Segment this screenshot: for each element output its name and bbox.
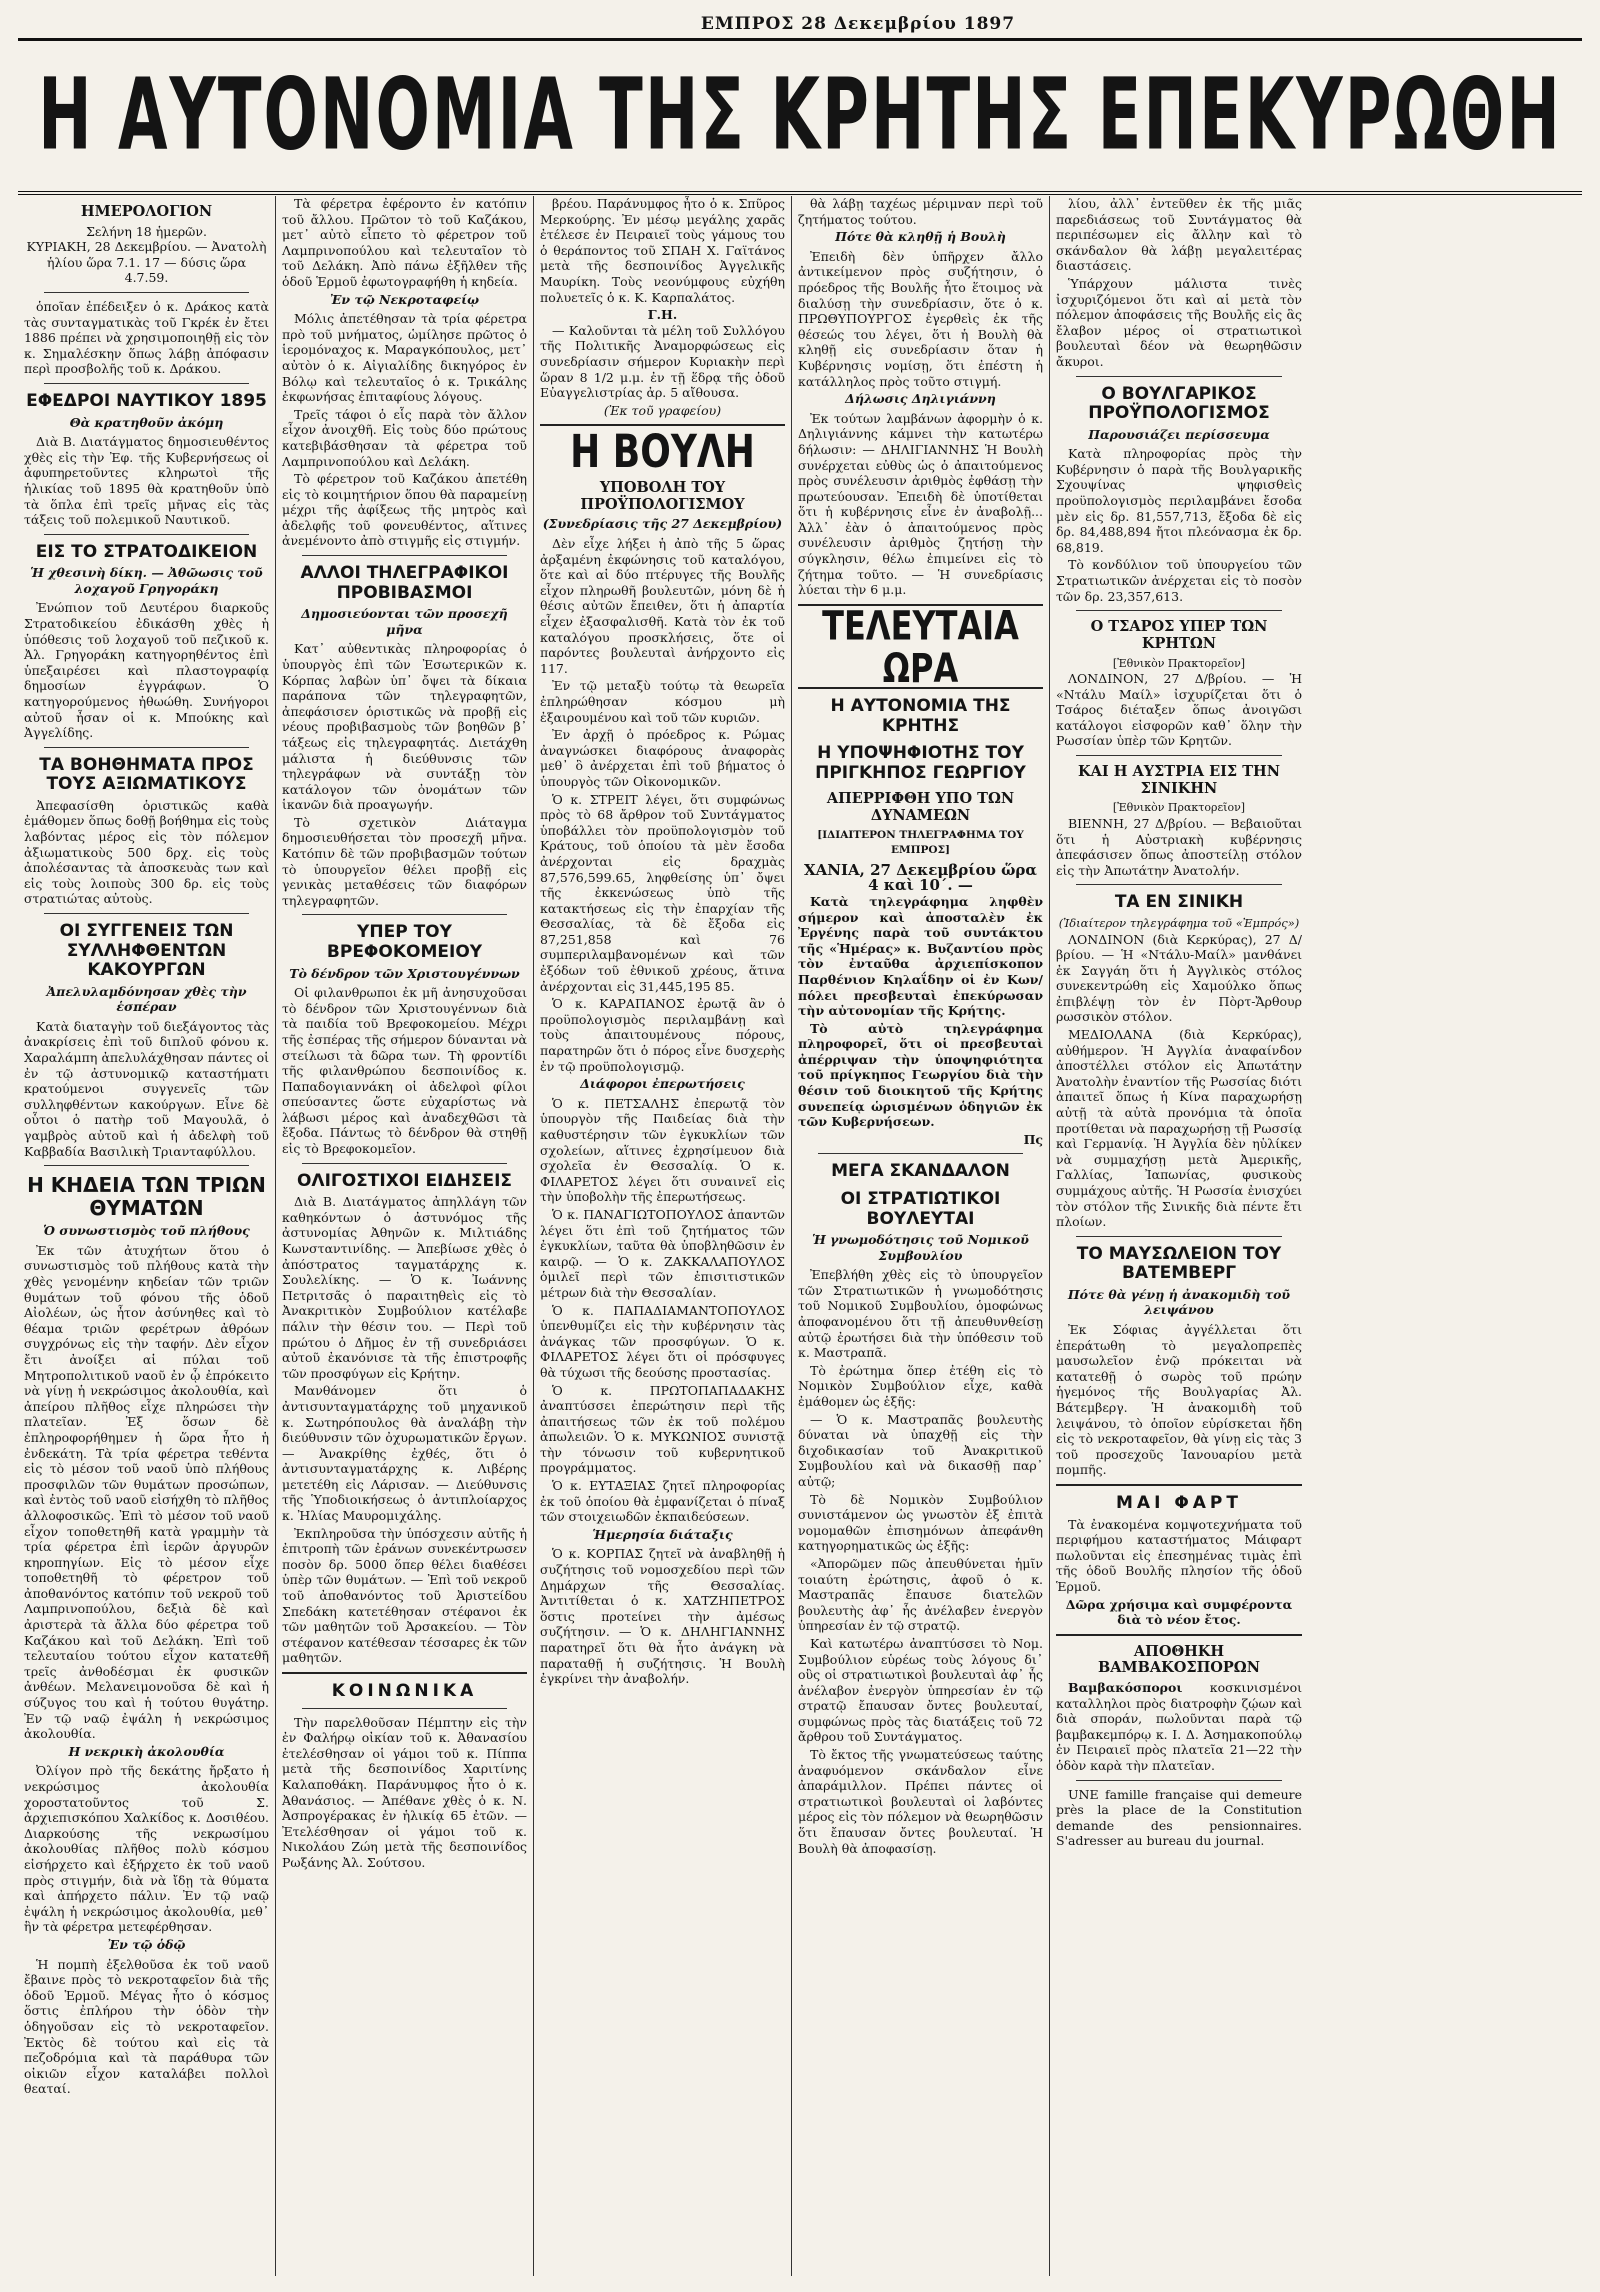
divider: [44, 913, 249, 914]
article-subheadline: Διάφοροι ἐπερωτήσεις: [580, 1076, 745, 1092]
calendar-line: Σελήνη 18 ἡμερῶν.: [86, 223, 207, 239]
article-subheadline: Παρουσιάζει περίσσευμα: [1088, 426, 1270, 442]
article-text: Ἐκ τούτων λαμβάνων ἀφορμὴν ὁ κ. Δηλιγιάννης κάμνει τὴν κατωτέρω δήλωσιν: — ΔΗΛΙΓΙΑΝΝΗΣ Ἡ Βουλὴ συνέρχεται εὐθὺς ὡς ὁ ἀπαιτούμενος πρὸς συνέλευσιν ἀριθμὸς ἐφθάσῃ τὴν πρωτεύουσαν. Ἐπειδὴ δὲ ὑποτίθεται ὅτι ἡ κυβέρνησις εἶνε ἐν ἀναβολῇ... Ἀλλ᾽ ἐὰν ὁ ἀπαιτούμενος πρὸς συνέλευσιν ἀριθμὸς ζητήσῃ τὴν σύγκλησιν, θέλω ἐπιμείνει εἰς τὸ ζήτημα τοῦτο. — Ἡ συνεδρίασις λύεται τὴν 6 μ.μ.: [798, 410, 1043, 598]
article-text: Τὸ κονδύλιον τοῦ ὑπουργείου τῶν Στρατιωτικῶν ἀνέρχεται εἰς τὸ ποσὸν τῶν δρ. 23,357,613.: [1056, 557, 1302, 604]
article-text: βρέου. Παράνυμφος ἦτο ὁ κ. Σπῦρος Μερκούρης. Ἐν μέσῳ μεγάλης χαρᾶς ἐτέλεσε ἐν Πειραιεῖ τοὺς γάμους του ὁ θεράποντος τοῦ ΣΠΑΗ Χ. Γαϊτάνος μετὰ τῆς δεσποινίδος Ἀγγελικῆς Μαυρίκη. Τοὺς νεονύμφους εὐχήθη πολυετεῖς ὁ κ. Κ. Καρπαλάτος.: [540, 196, 785, 305]
article-text: Ἐπειδὴ δὲν ὑπῆρχεν ἄλλο ἀντικείμενον πρὸς συζήτησιν, ὁ πρόεδρος τῆς Βουλῆς ἦτο ἕτοιμος νὰ διαλύσῃ τὴν συνεδρίασιν, ὅτε ὁ κ. ΠΡΩΘΥΠΟΥΡΓΟΣ ἐγερθεὶς ἐκ τῆς θέσεώς του λέγει, ὅτι ἡ Βουλὴ θὰ κληθῇ εἰς συνεδρίασιν ὅταν ἡ Κυβέρνησις νομίσῃ, ὅτι ἐπέστη ἡ κατάλληλος πρὸς τοῦτο στιγμή.: [798, 248, 1043, 389]
article-headline: ΤΑ ΕΝ ΣΙΝΙΚΗ: [1114, 892, 1244, 913]
article-text: Τὸ ἔκτος τῆς γνωματεύσεως ταύτης ἀναφυόμενον σκάνδαλον εἶνε ἀπαράμιλλον. Πρέπει πάντες οἱ στρατιωτικοὶ βουλευταὶ οἱ λαβόντες μέρος εἰς τὸν πόλεμον νὰ θεωρηθῶσιν ὅτι ἔπαυσαν ὄντες βουλευταί. Ἡ Βουλὴ θὰ ἀποφασίσῃ.: [798, 1747, 1043, 1856]
article-headline: ΤΑ ΒΟΗΘΗΜΑΤΑ ΠΡΟΣ ΤΟΥΣ ΑΞΙΩΜΑΤΙΚΟΥΣ: [39, 754, 254, 795]
article-text: Ὑπάρχουν μάλιστα τινὲς ἰσχυριζόμενοι ὅτι καὶ αἱ μετὰ τὸν πόλεμον ἀποφάσεις τῆς Βουλῆς εἰς ἃς ἔλαβον μέρος οἱ στρατιωτικοὶ βουλευταὶ δέον νὰ θεωρηθῶσιν ἄκυροι.: [1056, 275, 1302, 369]
advert-slogan: Δῶρα χρήσιμα καὶ συμφέροντα διὰ τὸ νέον ἔτος.: [1065, 1596, 1293, 1628]
divider: [44, 292, 249, 293]
signature: Γ.Η.: [647, 307, 678, 323]
article-text: Ἐκ Σόφιας ἀγγέλλεται ὅτι ἐπεράτωθη τὸ μεγαλοπρεπὲς μαυσωλεῖον ἐνῷ πρόκειται νὰ κατατεθῇ ὁ σωρὸς τοῦ πρώην ἡγεμόνος τῆς Βουλγαρίας Ἀλ. Βάτεμβεργ. Ἡ ἀνακομιδὴ τοῦ λειψάνου, τὸ ὁποῖον εὑρίσκεται ἤδη εἰς τὸ νεκροταφεῖον, θὰ γίνῃ εἰς τὰς 3 τοῦ προσεχοῦς Ἰανουαρίου μετὰ πομπῆς.: [1056, 1322, 1302, 1478]
article-headline: ΑΛΛΟΙ ΤΗΛΕΓΡΑΦΙΚΟΙ ΠΡΟΒΙΒΑΣΜΟΙ: [300, 563, 509, 603]
article-subheadline: Δήλωσις Δηλιγιάννη: [845, 391, 996, 407]
article-headline: ΥΠΟΒΟΛΗ ΤΟΥ ΠΡΟΫΠΟΛΟΓΙΣΜΟΥ: [580, 479, 745, 513]
article-text: Ὁ κ. ΣΤΡΕΙΤ λέγει, ὅτι συμφώνως πρὸς τὸ 68 ἄρθρον τοῦ Συντάγματος ὑποβάλλει τὸν προϋπολογισμὸν τοῦ Κράτους, τοῦ ὁποίου τὰ μὲν ἔσοδα ἀνέρχονται εἰς δραχμὰς 87,576,599.65, ληφθείσης ὑπ᾽ ὄψει τῆς ἐκκενώσεως ὑπὸ τῆς κατακτήσεως εἰς τὴν ἐπαρχίαν τῆς Θεσσαλίας, τὰ δὲ ἔξοδα εἰς 87,251,858 καὶ 76 συμπεριλαμβανομένων καὶ τῶν ἐξόδων τοῦ ἐθνικοῦ χρέους, ἅτινα ἀνέρχονται εἰς 31,445,195 85.: [540, 791, 785, 994]
article-text: Κατὰ πληροφορίας πρὸς τὴν Κυβέρνησιν ὁ παρὰ τῆς Βουλγαρικῆς Σχουψίνας ψηφισθεὶς προϋπολογισμὸς περιλαμβάνει ἔσοδα μὲν εἰς δρ. 81,557,713, ἔξοδα δὲ εἰς δρ. 84,488,894 ἤτοι πλεόνασμα ἐκ δρ. 68,819.: [1056, 446, 1302, 555]
article-subheadline: (Συνεδρίασις τῆς 27 Δεκεμβρίου): [542, 516, 783, 532]
section-headline-last-hour: ΤΕΛΕΥΤΑΙΑ ΩΡΑ: [822, 601, 1019, 692]
article-subheadline: Ἐν τῷ Νεκροταφείῳ: [329, 291, 480, 307]
article-headline: ΚΟΙΝΩΝΙΚΑ: [331, 1681, 478, 1702]
article-headline: ΤΟ ΜΑΥΣΩΛΕΙΟΝ ΤΟΥ ΒΑΤΕΜΒΕΡΓ: [1076, 1243, 1282, 1284]
article-text: Τὴν παρελθοῦσαν Πέμπτην εἰς τὴν ἐν Φαλήρῳ οἰκίαν τοῦ κ. Ἀθανασίου ἐτελέσθησαν οἱ γάμοι τοῦ κ. Πίππα μετὰ τῆς δεσποινίδος Χαριτίνης Καλαποθάκη. Παράνυμφος ἦτο ὁ κ. Ἀθανάσιος. — Ἀπέθανε χθὲς ὁ κ. Ν. Ἀσπρογέρακας ἐν ἡλικίᾳ 65 ἐτῶν. — Ἐτελέσθησαν οἱ γάμοι τοῦ κ. Νικολάου Ζώη μετὰ τῆς δεσποινίδος Ρωξάνης Ἀλ. Σούτσου.: [282, 1714, 527, 1870]
column-1: [18, 196, 276, 2276]
divider: [44, 747, 249, 748]
article-text: Ἐπεβλήθη χθὲς εἰς τὸ ὑπουργεῖον τῶν Στρατιωτικῶν ἡ γνωμοδότησις τοῦ Νομικοῦ Συμβουλίου, ὁμοφώνως ἀποφανομένου ὅτι τῇ ἀπευθυνθείσῃ αὐτῷ ἐρωτήσει διὰ τὴν ὑπόθεσιν τοῦ κ. Μαστραπᾶ.: [798, 1267, 1043, 1361]
article-headline: ΟΛΙΓΟΣΤΙΧΟΙ ΕΙΔΗΣΕΙΣ: [296, 1170, 513, 1191]
article-headline: ΜΕΓΑ ΣΚΑΝΔΑΛΟΝ: [831, 1161, 1010, 1182]
column-2: [276, 196, 534, 2276]
article-text: Ἐκ τῶν ἀτυχήτων ὅτου ὁ συνωστισμὸς τοῦ πλήθους κατὰ τὴν χθὲς γενομένην κηδείαν τῶν τριῶν θυμάτων τοῦ φόνου τῆς ὁδοῦ Αἰολέων, ὡς ἦτον ἀσύνηθες καὶ τὸ θέαμα τριῶν φερέτρων ἀθρόων συγχρόνως εἰς τὴν ταφήν. Δὲν εἶχον ἔτι ἀνοίξει αἱ πύλαι τοῦ Μητροπολιτικοῦ ναοῦ ἐν ᾧ ἐπρόκειτο νὰ γίνῃ ἡ νεκρώσιμος ἀκολουθία, καὶ ἀπείρου πλῆθος εἶχε πληρώσει τὴν πλατεῖαν. Ἐξ ὅσων δὲ ἐπληροφορήθημεν ἡ ὥρα ἦτο ἡ ἐνδεκάτη. Τὰ τρία φέρετρα τεθέντα εἰς τὸ μέσον τοῦ ναοῦ ὑπὸ πλήθους προσφιλῶν τῶν θυμάτων προσώπων, καὶ ἐντὸς τοῦ ναοῦ εἰσήχθη τὸ πλῆθος ἀλλοφοσικῶς. Ἐπὶ τὸ μέσον τοῦ ναοῦ εἶχον τοποθετηθῆ κατὰ γραμμὴν τὰ τρία φέρετρα ἐπὶ ἱερῶν ἀργυρῶν κηροπηγίων. Εἰς τὸ μέσον εἶχε τοποθετηθῆ τὸ φέρετρον τοῦ ἀποθανόντος κατόπιν τοῦ νεκροῦ τοῦ Λαμπρινοπούλου, δεξιὰ δὲ καὶ ἀριστερὰ τὰ ἄλλα δύο φέρετρα τοῦ Καζάκου καὶ τοῦ Δελάκη. Ἐπὶ τοῦ τελευταίου τούτου εἶχον κατατεθῆ τρεῖς ἀνθοδέσμαι ἐκ φυσικῶν ἀνθέων. Μελανειμονοῦσα δὲ καὶ ἡ σύζυγος του καὶ ἡ τούτου θυγάτηρ. Ἐν τῷ ναῷ ἐψάλη ἡ νεκρώσιμος ἀκολουθία.: [24, 1242, 269, 1742]
article-subheadline: Πότε θὰ γένῃ ἡ ἀνακομιδὴ τοῦ λειψάνου: [1067, 1286, 1291, 1318]
article-text: Ἀπεφασίσθη ὁριστικῶς καθὰ ἐμάθομεν ὅπως δοθῇ βοήθημα εἰς τοὺς λαβόντας μέρος εἰς τὸν πόλεμον ἀξιωματικοὺς 500 δρχ. εἰς τοὺς ἀπολέσαντας τὰ ἀποσκευὰς των καὶ εἰς τοὺς λοιποὺς 300 δρ. εἰς τοὺς στρατιώτας αὐτοὺς.: [24, 797, 269, 907]
article-text: Τὰ φέρετρα ἐφέροντο ἐν κατόπιν τοῦ ἄλλου. Πρῶτον τὸ τοῦ Καζάκου, μετ᾽ αὐτὸ εἶπετο τὸ φέρετρον τοῦ Λαμπρινοπούλου καὶ τελευταῖον τὸ τοῦ Δελάκη. Ἀπὸ πάνω ἐξῆλθεν τῆς ὁδοῦ Ἑρμοῦ ἐφωτογραφήθη ἡ κηδεία.: [282, 196, 527, 289]
article-subheadline: Ἀπελυλαμδόνησαν χθὲς τὴν ἑσπέραν: [46, 983, 247, 1015]
advert-text: Τὰ ἐνακομένα κομψοτεχνήματα τοῦ περιφήμου καταστήματος Μάιφαρτ πωλοῦνται εἰς ἐπεσημένας τιμὰς ἐπὶ τῆς ὁδοῦ Βουλῆς πλησίον τῆς ὁδοῦ Ἑρμοῦ.: [1056, 1516, 1302, 1594]
article-text: Κατὰ διαταγὴν τοῦ διεξάγοντος τὰς ἀνακρίσεις ἐπὶ τοῦ διπλοῦ φόνου κ. Χαραλάμπη ἀπελυλάχθησαν πάντες οἱ ἐν τῷ ἀστυνομικῷ καταστήματι κρατούμενοι συγγενεῖς τῶν συλληφθέντων κακούργων. Εἶνε δὲ οὗτοι ὁ πατὴρ τοῦ Μαγουλᾶ, ὁ γαμβρὸς αὐτοῦ καὶ ἡ ἀδελφὴ τοῦ Καββαδία Βασιλικὴ Τριανταφύλλου.: [24, 1018, 269, 1159]
article-text: Κατὰ τηλεγράφημα ληφθὲν σήμερον καὶ ἀποσταλὲν ἐκ Ἐργένης παρὰ τοῦ συντάκτου τῆς «Ἡμέρας» κ. Βυζαντίου πρὸς τὸν ἐνταῦθα ἀρχιεπίσκοπον Παρθένιον Κηλαΐδην οἱ ἐν Κων/πόλει πρεσβευταὶ ἐπεκύρωσαν τὴν αὐτονομίαν τῆς Κρήτης.: [798, 893, 1043, 1019]
calendar-title: ΗΜΕΡΟΛΟΓΙΟΝ: [80, 203, 213, 220]
article-text: λίου, ἀλλ᾽ ἐντεῦθεν ἐκ τῆς μιᾶς παρεδιάσεως τοῦ Συντάγματος θὰ περιπέσωμεν εἰς ἄλλην καὶ τὸ σκάνδαλον θὰ λάβῃ μεγαλειτέρας διαστάσεις.: [1056, 196, 1302, 274]
article-subheadline: Ἡμερησία διάταξις: [592, 1526, 733, 1542]
article-subheadline: Δημοσιεύονται τῶν προσεχῆ μῆνα: [301, 606, 508, 637]
article-subheadline: Η νεκρικὴ ἀκολουθία: [68, 1743, 225, 1759]
divider: [1076, 610, 1282, 611]
article-text: Τὸ σχετικὸν Διάταγμα δημοσιευθήσεται τὸν προσεχῆ μῆνα. Κατόπιν δὲ τῶν προβιβασμῶν τούτων τὸ ὑπουργεῖον θέλει προβῇ εἰς γενικὰς μεταθέσεις τῶν διαφόρων τηλεγραφητῶν.: [282, 814, 527, 908]
divider: [1076, 884, 1282, 885]
article-text: Ἐκπληροῦσα τὴν ὑπόσχεσιν αὐτῆς ἡ ἐπιτροπὴ τῶν ἐράνων συνεκέντρωσεν ποσὸν δρ. 5000 ὅπερ θέλει διαθέσει ὑπὲρ τῶν θυμάτων. — Ἐπὶ τοῦ νεκροῦ τοῦ ἀποθανόντος τοῦ Ἀριστείδου Σπεδάκη κατετέθησαν στέφανοι ἐκ τῶν μαθητῶν τοῦ Ἀρσακείου. — Τὸν στέφανον κατέθεσαν τέσσαρες ἐκ τῶν μαθητῶν.: [282, 1525, 527, 1666]
article-text: Τὸ δὲ Νομικὸν Συμβούλιον συνιστάμενον ὡς γνωστὸν ἐξ ἐπιτὰ νομομαθῶν ἐπισημόνων ἀπεφάνθη κατηγορηματικῶς ὡς ἑξῆς:: [798, 1491, 1043, 1554]
article-text: Ὁ κ. ΕΥΤΑΞΙΑΣ ζητεῖ πληροφορίας ἐκ τοῦ ὁποίου θὰ ἐμφανίζεται ὁ πίναξ τῶν στοιχειωδῶν ἐκπαιδεύσεων.: [540, 1478, 785, 1525]
article-subheadline: Τὸ δένδρον τῶν Χριστουγέννων: [289, 965, 520, 981]
article-text: «Ἀπορῶμεν πῶς ἀπευθύνεται ἡμῖν τοιαύτη ἐρώτησις, ἀφοῦ ὁ κ. Μαστραπᾶς ἔπαυσε διατελῶν βουλευτὴς ἀφ᾽ ἧς ἀνέλαβεν ἐνεργὸν ὑπηρεσίαν ἐν τῷ στρατῷ.: [798, 1555, 1043, 1634]
divider: [302, 555, 507, 556]
article-text: Μανθάνομεν ὅτι ὁ ἀντισυνταγματάρχης τοῦ μηχανικοῦ κ. Σωτηρόπουλος θὰ ἀναλάβῃ τὴν διεύθυνσιν τῶν ὀχυρωματικῶν ἔργων. — Ἀνακρίθης ἐχθές, ὅτι ὁ ἀντισυνταγματάρχης κ. Λιβέρης μετετέθη εἰς Λάρισαν. — Διεύθυνσις τῆς Ὑποδιοικήσεως ὁ ἀντιπλοίαρχος κ. Ἠλίας Μαυρομιχάλης.: [282, 1383, 527, 1524]
source-note: (Ἐκ τοῦ γραφείου): [603, 402, 722, 418]
divider: [302, 914, 507, 915]
article-text: Ὁ κ. ΚΟΡΠΑΣ ζητεῖ νὰ ἀναβληθῇ ἡ συζήτησις τοῦ νομοσχεδίου περὶ τῶν Δημάρχων τῆς Θεσσαλίας. Ἀντιτίθεται ὁ κ. ΧΑΤΖΗΠΕΤΡΟΣ ὅστις προτείνει τὴν ἀμέσως συζήτησιν. — Ὁ κ. ΔΗΛΗΓΙΑΝΝΗΣ παρατηρεῖ ὅτι θὰ ἦτο ἀνάγκη νὰ παραταθῇ ἡ συζήτησις. Ἡ Βουλὴ ἐγκρίνει τὴν ἀναβολήν.: [540, 1546, 785, 1687]
article-text: Ὁ κ. ΚΑΡΑΠΑΝΟΣ ἐρωτᾷ ἂν ὁ προϋπολογισμὸς περιλαμβάνῃ καὶ τοὺς ἀπαιτουμένους πόρους, παρατηρῶν ὅτι ὁ πόρος εἶνε δυσχερὴς ἐν τῷ προϋπολογισμῷ.: [540, 996, 785, 1074]
article-subheadline: Πότε θὰ κληθῇ ἡ Βουλὴ: [835, 229, 1006, 245]
source-note: [Ἐθνικὸν Πρακτορεῖον]: [1112, 656, 1246, 670]
article-text: Ἡ πομπὴ ἐξελθοῦσα ἐκ τοῦ ναοῦ ἔβαινε πρὸς τὸ νεκροταφεῖον διὰ τῆς ὁδοῦ Ἑρμοῦ. Μέγας ἦτο ὁ κόσμος ὅστις ἐπλήρου τὴν ὁδὸν τὴν ὁδηγοῦσαν εἰς τὸ νεκροταφεῖον. Ἐκτὸς δὲ τούτου καὶ εἰς τὰ πεζοδρόμια καὶ τὰ παράθυρα τῶν οἰκιῶν εἶχον καταλάβει πολλοὶ θεαταί.: [24, 1956, 269, 2097]
article-text: Τὸ ἐρώτημα ὅπερ ἐτέθη εἰς τὸ Νομικὸν Συμβούλιον εἶχε, καθὰ ἐμάθομεν ὡς ἑξῆς:: [798, 1362, 1043, 1410]
article-text: Τρεῖς τάφοι ὁ εἷς παρὰ τὸν ἄλλον εἶχον ἀνοιχθῆ. Εἰς τοὺς δύο πρώτους κατεβιβάσθησαν τὰ φέρετρα τοῦ Λαμπρινοπούλου καὶ Δελάκη.: [282, 406, 527, 469]
advert-text: κοσκινισμένοι καταλληλοι πρὸς διατροφὴν ζῴων καὶ διὰ σποράν, πωλοῦνται παρὰ τῷ βαμβακεμπόρῳ κ. Ι. Δ. Ἀσημακοπούλῳ ἐν Πειραιεῖ πρὸς πλατεῖα 21—22 τὴν ὁδὸν καρὰ τὴν πλατεῖαν.: [1056, 1680, 1302, 1774]
divider: [44, 534, 249, 535]
article-text: ΜΕΔΙΟΛΑΝΑ (διὰ Κερκύρας), αὐθήμερον. Ἡ Ἀγγλία ἀναφαίνδον ἀποστέλλει στόλον εἰς Ἀπωτάτην Ἀνατολὴν ἐναντίον τῆς Ρωσσίας διότι ἀπαιτεῖ ὅπως ἡ Κίνα παραχωρήσῃ αὐτῇ τὰ αὐτὰ προνόμια τὰ ὁποῖα προτίθεται νὰ παραχωρήσῃ τῇ Ρωσσίᾳ καὶ Γερμανίᾳ. Ἡ Ἀγγλία δὲν ηὑλίκεν νὰ συμμαχήσῃ μετὰ Ἀμερικῆς, Γαλλίας, Ἰαπωνίας, φυσικοὺς συμμάχους αὐτῆς. Ἡ Ρωσσία ἐνισχύει τὸν στόλον τῆς Σινικῆς διὰ πέντε ἔτι πλοίων.: [1056, 1027, 1302, 1230]
article-text: Διὰ Β. Διατάγματος δημοσιευθέντος χθὲς εἰς τὴν Ἐφ. τῆς Κυβερνήσεως οἱ ἀφυπηρετοῦντες κληρωτοὶ τῆς ἡλικίας τοῦ 1895 θὰ κρατηθοῦν ὑπὸ τὰ ὅπλα ἐπὶ τρεῖς μῆνας εἰς τὰς τάξεις τοῦ πολεμικοῦ Ναυτικοῦ.: [24, 434, 269, 528]
article-text: θὰ λάβῃ ταχέως μέριμναν περὶ τοῦ ζητήματος τούτου.: [798, 196, 1043, 227]
article-text: ΛΟΝΔΙΝΟΝ, 27 Δ/βρίου. — Ἡ «Ντάλυ Μαίλ» ἰσχυρίζεται ὅτι ὁ Τσάρος διέταξεν ὅπως ἀνοιγῶσι κατάλογοι εἰσφορῶν καθ᾽ ὅλην τὴν Ρωσσίαν ὑπὲρ τῶν Κρητῶν.: [1056, 671, 1302, 749]
divider: [282, 1672, 527, 1674]
article-text: Ὁ κ. ΠΡΩΤΟΠΑΠΑΔΑΚΗΣ ἀναπτύσσει ἐπερώτησιν περὶ τῆς ἀπαιτήσεως τῶν ἐκ τοῦ πολέμου ἀπωλειῶν. Ὁ κ. ΜΥΚΩΝΙΟΣ συνιστᾷ τὴν τόνωσιν τοῦ κυβερνητικοῦ προγράμματος.: [540, 1382, 785, 1476]
article-headline: ΟΙ ΣΥΓΓΕΝΕΙΣ ΤΩΝ ΣΥΛΛΗΦΘΕΝΤΩΝ ΚΑΚΟΥΡΓΩΝ: [59, 921, 234, 981]
source-note: [Ἐθνικὸν Πρακτορεῖον]: [1112, 801, 1246, 815]
masthead: [18, 38, 1582, 195]
article-text: ΒΙΕΝΝΗ, 27 Δ/βρίου. — Βεβαιοῦται ὅτι ἡ Αὐστριακὴ κυβέρνησις ἀπεφάσισεν ὅπως ἀποστείλῃ στόλον εἰς τὴν Ἀπωτάτην Ἀνατολήν.: [1056, 816, 1302, 878]
classified-ad: UNE famille française qui demeure près la place de la Constitution demande des pensionnaires. S'adresser au bureau du journal.: [1056, 1786, 1302, 1849]
article-subheadline: Ἡ χθεσινὴ δίκη. — Ἀθῶωσις τοῦ λοχαγοῦ Γρηγοράκη: [30, 565, 263, 596]
article-headline: ΥΠΕΡ ΤΟΥ ΒΡΕΦΟΚΟΜΕΙΟΥ: [326, 922, 483, 962]
article-headline: Ο ΤΣΑΡΟΣ ΥΠΕΡ ΤΩΝ ΚΡΗΤΩΝ: [1090, 618, 1268, 652]
calendar-line: ΚΥΡΙΑΚΗ, 28 Δεκεμβρίου. — Ἀνατολὴ ἡλίου ὥρα 7.1. 17 — δύσις ὥρα 4.7.59.: [26, 239, 267, 286]
article-subheadline: Ὁ συνωστισμὸς τοῦ πλήθους: [43, 1223, 250, 1239]
article-text: ὁποῖαν ἐπέδειξεν ὁ κ. Δράκος κατὰ τὰς συνταγματικὰς τοῦ Γκρέκ ἐν ἔτει 1886 πρέπει νὰ χρησιμοποιηθῇ εἰς τὸν κ. Σημαλέσκην ὅπως λάβῃ ἀπόφασιν περὶ προσβολῆς τοῦ κ. Δράκου.: [24, 299, 269, 377]
divider: [302, 1708, 507, 1709]
divider: [1076, 1780, 1282, 1781]
article-headline: ΕΦΕΔΡΟΙ ΝΑΥΤΙΚΟΥ 1895: [26, 391, 267, 412]
source-note: (Ἰδιαίτερον τηλεγράφημα τοῦ «Ἐμπρός»): [1058, 915, 1300, 930]
column-5: [1050, 196, 1308, 2276]
columns: [18, 196, 1582, 2276]
divider: [44, 383, 249, 384]
article-text: Ὁ κ. ΠΑΠΑΔΙΑΜΑΝΤΟΠΟΥΛΟΣ ὑπενθυμίζει εἰς τὴν κυβέρνησιν τὰς ἀνάγκας τῶν προσφύγων. Ὁ κ. ΦΙΛΑΡΕΤΟΣ λέγει ὅτι οἱ πρόσφυγες θὰ τύχωσι τῆς δεούσης προστασίας.: [540, 1302, 785, 1380]
article-subheadline: Ἐν τῷ ὁδῷ: [107, 1936, 186, 1952]
advert-headline: ΑΠΟΘΗΚΗ ΒΑΜΒΑΚΟΣΠΟΡΩΝ: [1098, 1642, 1260, 1677]
divider: [1076, 755, 1282, 756]
article-text: — Ὁ κ. Μαστραπᾶς βουλευτὴς δύναται νὰ ὑπαχθῇ εἰς τὴν διχοδικασίαν τοῦ Ἀνακριτικοῦ Συμβουλίου καὶ νὰ δικασθῇ παρ᾽ αὐτῷ;: [798, 1411, 1043, 1489]
divider: [818, 1153, 1023, 1154]
article-subheadline: Ἡ γνωμοδότησις τοῦ Νομικοῦ Συμβουλίου: [812, 1232, 1029, 1263]
article-text: ΛΟΝΔΙΝΟΝ (διὰ Κερκύρας), 27 Δ/βρίου. — Ἡ «Ντάλυ-Μαίλ» μανθάνει ἐκ Σαγγάη ὅτι ἡ Ἀγγλικὸς στόλος συνεκεντρώθη εἰς Χαμούλκο ὅπως ἐπιβλέψῃ τὸν ἐν Πὸρτ-Ἄρθουρ ρωσσικὸν στόλον.: [1056, 931, 1302, 1025]
article-text: Ἐν ἀρχῇ ὁ πρόεδρος κ. Ρώμας ἀναγνώσκει διαφόρους ἀναφορὰς μεθ᾽ ὃ ἀνέρχεται ἐπὶ τοῦ βήματος ὁ ὑπουργὸς τῶν Οἰκονομικῶν.: [540, 727, 785, 789]
article-subheadline: Θὰ κρατηθοῦν ἀκόμη: [69, 414, 224, 430]
telegram-dateline: ΧΑΝΙΑ, 27 Δεκεμβρίου ὥρα 4 καὶ 10΄. —: [804, 860, 1037, 895]
article-headline: Ο ΒΟΥΛΓΑΡΙΚΟΣ ΠΡΟΫΠΟΛΟΓΙΣΜΟΣ: [1088, 383, 1270, 424]
dateline: ΕΜΠΡΟΣ 28 Δεκεμβρίου 1897: [700, 14, 1016, 34]
divider: [1076, 1236, 1282, 1237]
advert-headline: ΜΑΙ ΦΑΡΤ: [1116, 1493, 1242, 1514]
masthead-headline: Η ΑΥΤΟΝΟΜΙΑ ΤΗΣ ΚΡΗΤΗΣ ΕΠΕΚΥΡΩΘΗ: [38, 58, 1562, 174]
telegram-note: [ΙΔΙΑΙΤΕΡΟΝ ΤΗΛΕΓΡΑΦΗΜΑ ΤΟΥ ΕΜΠΡΟΣ]: [817, 828, 1024, 857]
article-text: Διὰ Β. Διατάγματος ἀπηλλάγη τῶν καθηκόντων ὁ ἀστυνόμος τῆς ἀστυνομίας Ἀθηνῶν κ. Μιλτιάδης Κωνσταντινίδης. — Ἀπεβίωσε χθὲς ὁ ἀπόστρατος ταγματάρχης κ. Σουλελίκης. — Ὁ κ. Ἰωάννης Πετριτσᾶς ὁ παραιτηθεὶς εἰς τὸ Ἀνακριτικὸν Συμβούλιον κατέλαβε πάλιν τὴν θέσιν του. — Περὶ τοῦ πρώτου ὁ Δῆμος ἐν τῇ συνεδριάσει αὐτοῦ ἐκανόνισε τὰ τῆς ἐπιστροφῆς τῶν προσφύγων εἰς Κρήτην.: [282, 1194, 527, 1381]
article-headline: Η ΚΗΔΕΙΑ ΤΩΝ ΤΡΙΩΝ ΘΥΜΑΤΩΝ: [27, 1173, 266, 1221]
newspaper-page: [18, 14, 1582, 2280]
article-text: Τὸ φέρετρον τοῦ Καζάκου ἀπετέθη εἰς τὸ κοιμητήριον ὅπου θὰ παραμείνῃ μέχρι τῆς ἀφίξεως τῆς μητρὸς καὶ ἀδελφῆς τοῦ φονευθέντος, αἵτινες ἀνεμένοντο ἀπὸ στιγμῆς εἰς στιγμήν.: [282, 471, 527, 549]
article-text: Δὲν εἶχε λήξει ἡ ἀπὸ τῆς 5 ὥρας ἀρξαμένη ἐκφώνησις τοῦ καταλόγου, ὅτε καὶ αἱ δύο πτέρυγες τῆς Βουλῆς εἶχον πληρωθῆ βουλευτῶν, μόνη δὲ ἡ θέσις αὐτῶν ἔπειθεν, ὅτι ἡ ἀπαρτία εἶχεν ἐξασφαλισθῆ. Κατὰ τὸν ἐκ τοῦ καταλόγου προσκλήσεις, ὅτε οἱ παρόντες βουλευταὶ ἀνήρχοντο εἰς 117.: [540, 536, 785, 676]
divider: [1056, 1634, 1302, 1636]
article-headline: ΚΑΙ Η ΑΥΣΤΡΙΑ ΕΙΣ ΤΗΝ ΣΙΝΙΚΗΝ: [1078, 763, 1280, 797]
article-text: Τὸ αὐτὸ τηλεγράφημα πληροφορεῖ, ὅτι οἱ πρεσβευταὶ ἀπέρριψαν τὴν ὑποψηφιότητα τοῦ πρίγκηπος Γεωργίου διὰ τὴν θέσιν τοῦ διοικητοῦ τῆς Κρήτης συνεπείᾳ ὡρισμένων ὁδηγιῶν ἐκ τῶν Κυβερνήσεων.: [798, 1020, 1043, 1130]
article-text: Ὀλίγον πρὸ τῆς δεκάτης ἤρξατο ἡ νεκρώσιμος ἀκολουθία χοροστατοῦντος τοῦ Σ. ἀρχιεπισκόπου Χαλκίδος κ. Δοσιθέου. Διαρκούσης τῆς νεκρωσίμου ἀκολουθίας πλῆθος πολὺ κόσμου εἰσήρχετο καὶ ἐξήρχετο ἐκ τοῦ ναοῦ πρὸς στιγμήν, διὰ νὰ ἴδῃ τὰ θύματα καὶ ἀπήρχετο πάλιν. Ἐν τῷ ναῷ ἐψάλη ἡ νεκρώσιμος ἀκολουθία, μεθ᾽ ἣν τὰ φέρετρα μετεφέρθησαν.: [24, 1763, 269, 1935]
column-4: [792, 196, 1050, 2276]
article-headline: ΟΙ ΣΤΡΑΤΙΩΤΙΚΟΙ ΒΟΥΛΕΥΤΑΙ: [840, 1188, 1001, 1229]
article-text: — Καλοῦνται τὰ μέλη τοῦ Συλλόγου τῆς Πολιτικῆς Ἀναμορφώσεως εἰς συνεδρίασιν σήμερον Κυριακὴν περὶ ὥραν 8 1/2 μ.μ. ἐν τῇ ἕδρᾳ τῆς ὁδοῦ Εὐαγγελιστρίας ἀρ. 5 αἴθουσα.: [540, 322, 785, 401]
divider: [302, 1163, 507, 1164]
advert-lead: Βαμβακόσποροι: [1068, 1680, 1183, 1696]
article-text: Καὶ κατωτέρω ἀναπτύσσει τὸ Νομ. Συμβούλιον εὑρέως τοὺς λόγους δι᾽ οὓς οἱ στρατιωτικοὶ βουλευταὶ ἀφ᾽ ἧς ἀνέλαβον ἐνεργὸν ὑπηρεσίαν ἐν τῷ στρατῷ ἔπαυσαν ὄντες βουλευταί, συμφώνως πρὸς τὰς διατάξεις τοῦ 72 ἄρθρου τοῦ Συντάγματος.: [798, 1635, 1043, 1745]
article-text: Ὁ κ. ΠΕΤΣΑΛΗΣ ἐπερωτᾷ τὸν ὑπουργὸν τῆς Παιδείας διὰ τὴν καθυστέρησιν τῶν ἐγκυκλίων τῶν σχολείων, αἵτινες ἐχρησίμευον διὰ σχολεῖα ἐν Θεσσαλίᾳ. Ὁ κ. ΦΙΛΑΡΕΤΟΣ λέγει ὅτι συναινεῖ εἰς τὴν ὑποβολὴν τῆς ἐπερωτήσεως.: [540, 1095, 785, 1205]
article-headline: Η ΑΥΤΟΝΟΜΙΑ ΤΗΣ ΚΡΗΤΗΣ: [830, 696, 1011, 736]
article-text: Μόλις ἀπετέθησαν τὰ τρία φέρετρα πρὸ τοῦ μνήματος, ὡμίλησε πρῶτος ὁ ἱερομόναχος κ. Μαραγκόπουλος, μετ᾽ αὐτὸν ὁ κ. Αἰγιαλίδης δικηγόρος ἐν Βόλῳ καὶ τελευταῖος ὁ κ. Τρικάλης ἐκφωνήσας ἐπιταφίους λόγους.: [282, 311, 527, 405]
article-text: Ὁ κ. ΠΑΝΑΓΙΩΤΟΠΟΥΛΟΣ ἀπαντῶν λέγει ὅτι ἐπὶ τοῦ ζητήματος τῶν ἐγκυκλίων, ταῦτα θὰ ὑποβληθῶσιν ἐν καιρῷ. — Ὁ κ. ΖΑΚΚΑΛΑΠΟΥΛΟΣ ὁμιλεῖ περὶ τῶν ἐπισιτιστικῶν μέτρων διὰ τὴν Θεσσαλίαν.: [540, 1206, 785, 1300]
divider: [44, 1165, 249, 1166]
article-text: Ἐν τῷ μεταξὺ τούτῳ τὰ θεωρεῖα ἐπληρώθησαν κόσμου μὴ ἐξαιρουμένου καὶ τοῦ τῶν κυριῶν.: [540, 678, 785, 725]
article-text: Οἱ φιλανθρωποι ἐκ μῆ ἀνησυχοῦσαι τὸ δένδρον τῶν Χριστουγέννων διὰ τὰ παιδία τοῦ Βρεφοκομείου. Μέχρι τῆς ἐσπέρας τῆς σήμερον δύνανται νὰ στείλωσι τὰ δῶρα των. Τὴ φροντίδι τῆς φιλανθρώπου δεσποινίδος κ. Παπαδογιαννάκη οἱ ἀδελφοὶ φίλοι σπεύσαντες ὥστε εὐχαρίστως νὰ λάβωσι μέρος καὶ ἀναδεχθῶσι τὰ ἔξοδα. Πάντως τὸ δένδρον θὰ στηθῇ εἰς τὸ Βρεφοκομεῖον.: [282, 985, 527, 1157]
article-text: Ἐνώπιον τοῦ Δευτέρου διαρκοῦς Στρατοδικείου ἐδικάσθη χθὲς ἡ ὑπόθεσις τοῦ λοχαγοῦ τοῦ πεζικοῦ κ. Ἀλ. Γρηγοράκη κατηγορηθέντος ἐπὶ ὑπεξαιρέσει καὶ πλαστογραφίᾳ δημοσίων ἐγγράφων. Ὁ κατηγορούμενος ἠθωώθη. Συνήγοροι αὐτοῦ ἦσαν οἱ κ. Μπούκης καὶ Ἀγγελίδης.: [24, 600, 269, 741]
article-headline: ΕΙΣ ΤΟ ΣΤΡΑΤΟΔΙΚΕΙΟΝ: [35, 541, 258, 562]
article-headline: Η ΥΠΟΨΗΦΙΟΤΗΣ ΤΟΥ ΠΡΙΓΚΗΠΟΣ ΓΕΩΡΓΙΟΥ: [815, 743, 1026, 783]
divider: [1076, 376, 1282, 377]
article-headline: ΑΠΕΡΡΙΦΘΗ ΥΠΟ ΤΩΝ ΔΥΝΑΜΕΩΝ: [826, 790, 1015, 824]
column-3: [534, 196, 792, 2276]
article-text: Κατ᾽ αὐθεντικὰς πληροφορίας ὁ ὑπουργὸς ἐπὶ τῶν Ἐσωτερικῶν κ. Κόρπας λαβὼν ὑπ᾽ ὄψει τὰ δίκαια παράπονα τῶν τηλεγραφητῶν, ἀπεφάσισεν ὁριστικῶς νὰ προβῇ εἰς νέους προβιβασμοὺς τῶν βοηθῶν β᾽ τάξεως εἰς τηλεγραφητάς. Διετάχθη μάλιστα ἡ διεύθυνσις τῶν τηλεγράφων νὰ συντάξῃ τὸν κατάλογον τῶν ὀνομάτων τῶν ἱκανῶν διὰ προαγωγήν.: [282, 641, 527, 813]
signature: Πς: [1023, 1131, 1043, 1147]
divider: [1056, 1484, 1302, 1486]
section-headline-vouli: Η ΒΟΥΛΗ: [570, 427, 755, 479]
